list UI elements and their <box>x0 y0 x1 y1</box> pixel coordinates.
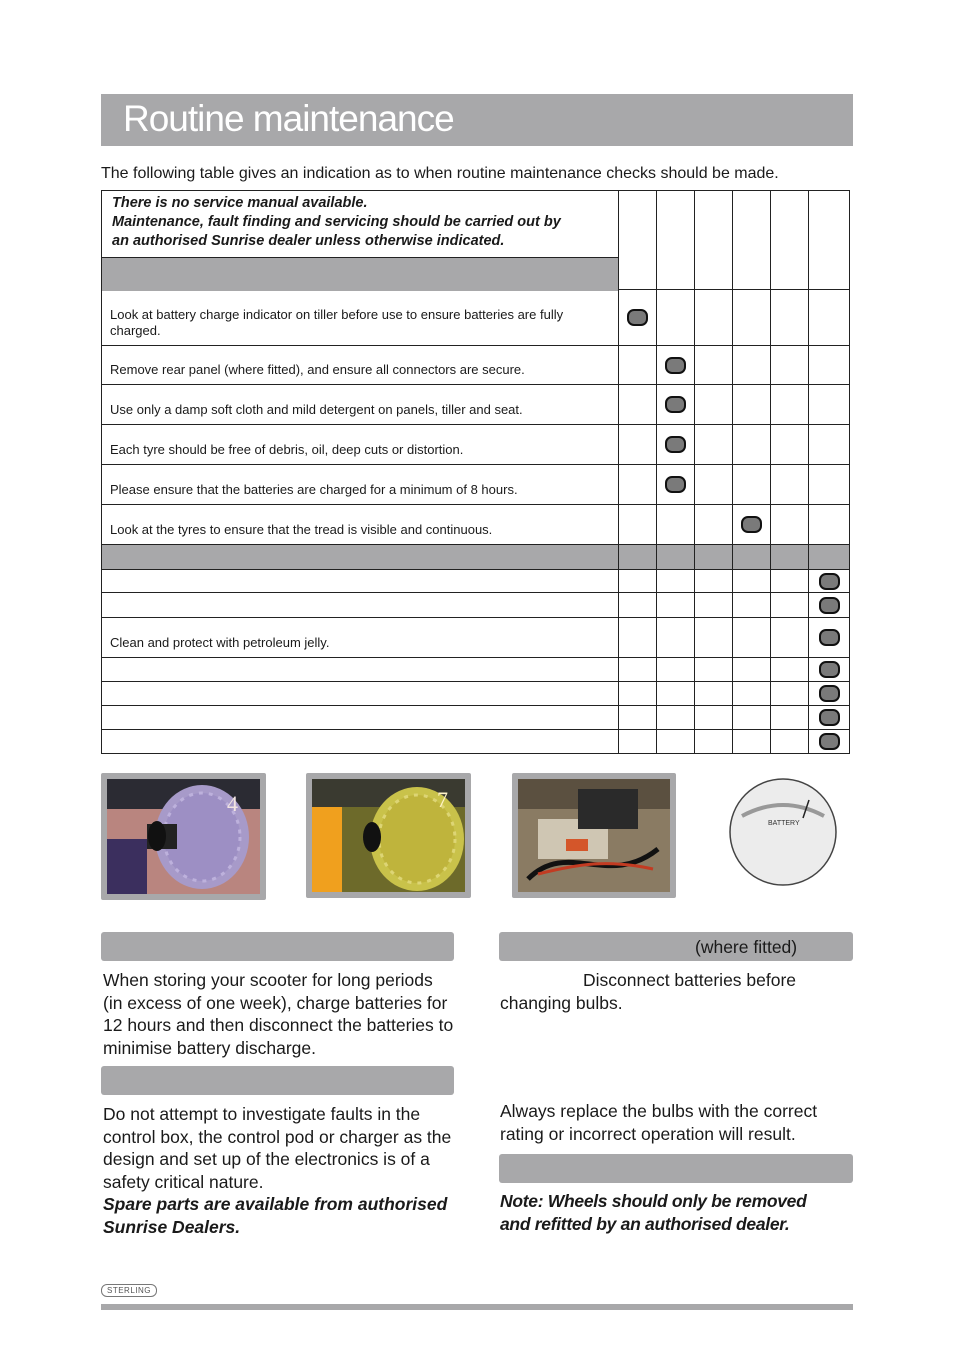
row-description <box>102 658 619 682</box>
battery-gauge <box>727 776 839 888</box>
table-row <box>102 290 850 346</box>
row-description <box>102 570 619 593</box>
intro-text: The following table gives an indication as to when routine maintenance checks should be made. <box>101 165 779 182</box>
table-row <box>102 505 850 545</box>
table-row <box>102 570 850 593</box>
faults-section-bar <box>101 1066 454 1095</box>
bulbs-header-suffix: (where fitted) <box>695 937 798 957</box>
row-description: Remove rear panel (where fitted), and ensure all connectors are secure. <box>102 346 619 385</box>
row-description: Clean and protect with petroleum jelly. <box>102 618 619 658</box>
check-mark-icon <box>819 733 840 750</box>
spare-parts-note: Spare parts are available from authorised Sunrise Dealers. <box>103 1194 448 1237</box>
sterling-logo: STERLING <box>101 1284 157 1297</box>
storage-text: When storing your scooter for long periods (in excess of one week), charge batteries for 12 hours and then disconnect the batteries to minimise battery discharge. <box>103 970 454 1058</box>
storage-section-bar <box>101 932 454 961</box>
row-description: Use only a damp soft cloth and mild detergent on panels, tiller and seat. <box>102 385 619 425</box>
table-row <box>102 425 850 465</box>
row-description: Each tyre should be free of debris, oil, deep cuts or distortion. <box>102 425 619 465</box>
notice-cell <box>102 191 619 290</box>
table-row <box>102 730 850 754</box>
check-mark-icon <box>627 309 648 326</box>
table-row <box>102 465 850 505</box>
bulbs-section-bar <box>499 932 853 961</box>
check-mark-icon <box>819 597 840 614</box>
page-title: Routine maintenance <box>123 98 454 139</box>
row-description: Please ensure that the batteries are charged for a minimum of 8 hours. <box>102 465 619 505</box>
table-row <box>102 593 850 618</box>
check-mark-icon <box>665 396 686 413</box>
photo-label-7: 7 <box>437 787 448 812</box>
table-row <box>102 385 850 425</box>
photo-label-4: 4 <box>227 791 238 816</box>
table-row <box>102 346 850 385</box>
bulbs-text-2: Always replace the bulbs with the correct rating or incorrect operation will result. <box>500 1101 818 1144</box>
faults-text-block <box>103 1103 461 1238</box>
check-mark-icon <box>819 573 840 590</box>
wheels-note: Note: Wheels should only be removed and refitted by an authorised dealer. <box>500 1191 807 1234</box>
table-row <box>102 682 850 706</box>
photo-tyre-highlighted <box>306 773 471 898</box>
photo-tyre <box>101 773 266 900</box>
row-description <box>102 593 619 618</box>
table-header-row <box>102 191 850 290</box>
row-description <box>102 730 619 754</box>
battery-gauge-label: BATTERY <box>768 820 800 827</box>
check-mark-icon <box>819 661 840 678</box>
footer-rule <box>101 1304 853 1310</box>
table-section-divider <box>102 545 850 570</box>
check-mark-icon <box>665 357 686 374</box>
table-row <box>102 706 850 730</box>
check-mark-icon <box>819 709 840 726</box>
check-mark-icon <box>665 476 686 493</box>
photo-battery-connectors <box>512 773 676 898</box>
maintenance-table <box>101 190 850 754</box>
service-notice: There is no service manual available. Maintenance, fault finding and servicing should be carried out by an authorised Sunrise dealer unless otherwise indicated. <box>112 195 561 249</box>
table-row <box>102 618 850 658</box>
row-description: Look at battery charge indicator on tiller before use to ensure batteries are fully charged. <box>102 290 619 346</box>
check-mark-icon <box>819 685 840 702</box>
table-row <box>102 658 850 682</box>
row-description <box>102 706 619 730</box>
check-mark-icon <box>741 516 762 533</box>
check-mark-icon <box>819 629 840 646</box>
bulbs-text-1: Disconnect batteries before changing bulbs. <box>500 970 797 1013</box>
title-bar <box>101 94 853 146</box>
faults-text: Do not attempt to investigate faults in the control box, the control pod or charger as the design and set up of the electronics is of a safety critical nature. <box>103 1104 452 1192</box>
row-description: Look at the tyres to ensure that the tread is visible and continuous. <box>102 505 619 545</box>
wheels-section-bar <box>499 1154 853 1183</box>
row-description <box>102 682 619 706</box>
check-mark-icon <box>665 436 686 453</box>
notice-grey-band <box>102 257 618 291</box>
